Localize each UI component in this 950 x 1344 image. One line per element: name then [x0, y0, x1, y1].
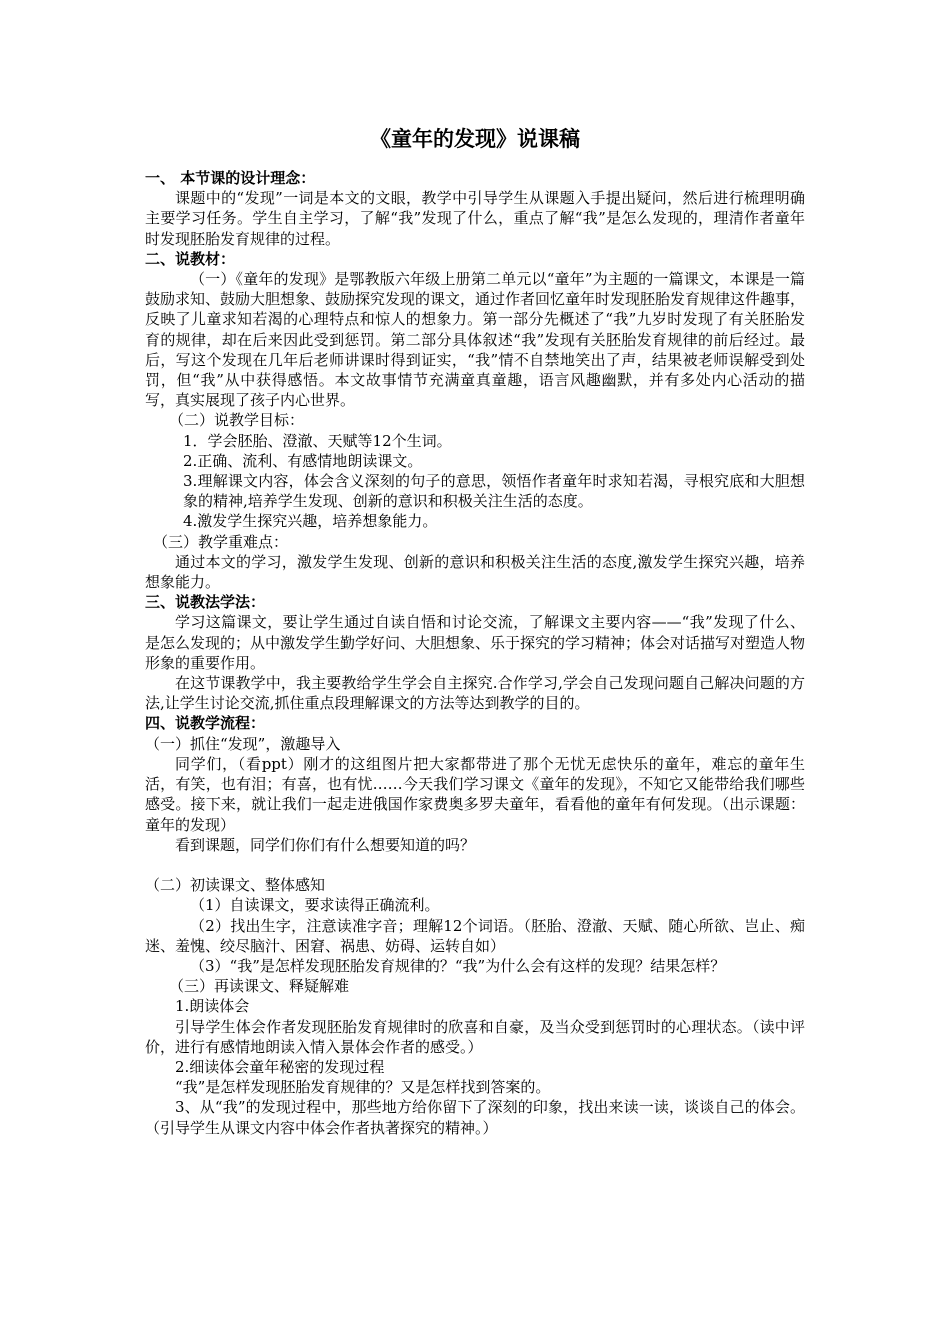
- document-title: 《童年的发现》说课稿: [370, 126, 580, 151]
- paragraph-step-2a: （1）自读课文，要求读得正确流利。: [190, 896, 440, 915]
- subheading-teaching-goals: （二）说教学目标：: [169, 411, 305, 430]
- subheading-step-3: （三）再读课文、释疑解难: [169, 977, 350, 996]
- paragraph-textbook-intro: （一）《童年的发现》是鄂教版六年级上册第二单元以“童年”为主题的一篇课文，本课是一篇鼓励求知、鼓励大胆想象、鼓励探究发现的课文，通过作者回忆童年时发现胚胎发育规律这件趣事，反映了儿童求知若渴的心理特点和惊人的想象力。第一部分先概述了“我”九岁时发现了有关胚胎发育的规律，却在后来因此受到惩罚。第二部分具体叙述“我”发现有关胚胎发育规律的前后经过。最后，写这个发现在几年后老师讲课时得到证实，“我”情不自禁地笑出了声，结果被老师误解受到处罚，但“我”从中获得感悟。本文故事情节充满童真童趣，语言风趣幽默，并有多处内心活动的描写，真实展现了孩子内心世界。: [145, 270, 806, 410]
- paragraph-step-2c: （3）“我”是怎样发现胚胎发育规律的？“我”为什么会有这样的发现？结果怎样？: [190, 956, 726, 975]
- section-heading-design-concept: 一、 本节课的设计理念：: [145, 169, 316, 187]
- paragraph-step-2b: （2）找出生字，注意读准字音；理解12个词语。（胚胎、澄澈、天赋、随心所欲、岂止、痴迷、羞愧、绞尽脑汁、困窘、祸患、妨碍、运转自如）: [145, 916, 805, 955]
- subheading-step-2: （二）初读课文、整体感知: [145, 876, 326, 895]
- paragraph-step-3e: 3、从“我”的发现过程中，那些地方给你留下了深刻的印象，找出来读一读，谈谈自己的体会。（引导学生从课文内容中体会作者执著探究的精神。）: [145, 1098, 805, 1137]
- goal-item-1: 1．学会胚胎、澄澈、天赋等12个生词。: [183, 431, 452, 450]
- blank-line: [145, 855, 805, 875]
- paragraph-step-1b: 看到课题，同学们你们有什么想要知道的吗？: [175, 835, 476, 854]
- paragraph-step-3b: 引导学生体会作者发现胚胎发育规律时的欣喜和自豪，及当众受到惩罚时的心理状态。（读中评价，进行有感情地朗读入情入景体会作者的感受。）: [145, 1017, 805, 1056]
- goal-item-3: 3.理解课文内容，体会含义深刻的句子的意思，领悟作者童年时求知若渴，寻根究底和大胆想象的精神,培养学生发现、创新的意识和积极关注生活的态度。: [183, 472, 805, 511]
- section-heading-methods: 三、说教法学法：: [145, 593, 266, 612]
- section-heading-process: 四、说教学流程：: [145, 714, 266, 733]
- paragraph-design-concept: 课题中的“发现”一词是本文的文眼，教学中引导学生从课题入手提出疑问，然后进行梳理明确主要学习任务。学生自主学习，了解“我”发现了什么，重点了解“我”是怎么发现的，理清作者童年时发现胚胎发育规律的过程。: [145, 189, 805, 248]
- document-body: [145, 168, 805, 1138]
- subheading-step-1: （一）抓住“发现”，激趣导入: [145, 734, 341, 753]
- subheading-key-points: （三）教学重难点：: [153, 532, 289, 551]
- paragraph-methods-1: 学习这篇课文，要让学生通过自读自悟和讨论交流，了解课文主要内容——“我”发现了什么、是怎么发现的；从中激发学生勤学好问、大胆想象、乐于探究的学习精神；体会对话描写对塑造人物形象的重要作用。: [145, 613, 806, 672]
- section-heading-textbook: 二、说教材：: [145, 249, 236, 268]
- paragraph-step-3a: 1.朗读体会: [175, 997, 250, 1016]
- paragraph-step-3d: “我”是怎样发现胚胎发育规律的？又是怎样找到答案的。: [175, 1078, 551, 1097]
- paragraph-step-1a: 同学们，（看ppt）刚才的这组图片把大家都带进了那个无忧无虑快乐的童年，难忘的童年生活，有笑，也有泪；有喜，也有忧……今天我们学习课文《童年的发现》，不知它又能带给我们哪些感受。接下来，就让我们一起走进俄国作家费奥多罗夫童年，看看他的童年有何发现。（出示课题：童年的发现）: [145, 754, 805, 834]
- goal-item-4: 4.激发学生探究兴趣，培养想象能力。: [183, 512, 438, 531]
- paragraph-step-3c: 2.细读体会童年秘密的发现过程: [175, 1057, 385, 1076]
- paragraph-methods-2: 在这节课教学中，我主要教给学生学会自主探究.合作学习,学会自己发现问题自己解决问题的方法,让学生讨论交流,抓住重点段理解课文的方法等达到教学的目的。: [145, 674, 805, 713]
- paragraph-key-points: 通过本文的学习，激发学生发现、创新的意识和积极关注生活的态度,激发学生探究兴趣，培养想象能力。: [145, 552, 805, 592]
- goal-item-2: 2.正确、流利、有感情地朗读课文。: [183, 451, 423, 470]
